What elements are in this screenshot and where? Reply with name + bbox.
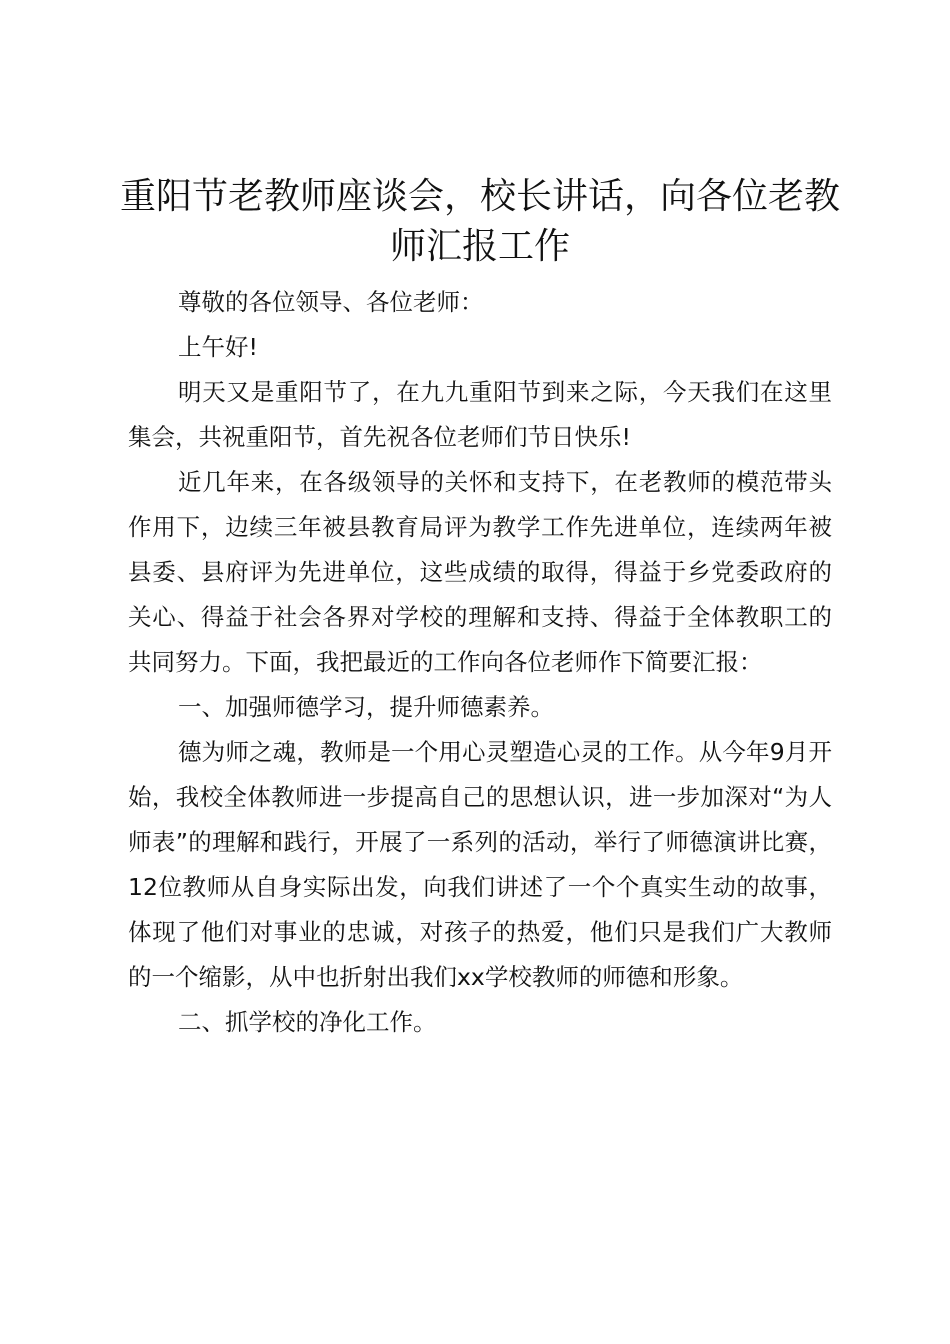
greeting-paragraph: 上午好! <box>178 333 258 361</box>
salutation-paragraph: 尊敬的各位领导、各位老师： <box>178 288 484 316</box>
opening-paragraph: 明天又是重阳节了，在九九重阳节到来之际，今天我们在这里集会，共祝重阳节，首先祝各位老师们节日快乐! <box>128 378 832 451</box>
document-body <box>128 280 832 1045</box>
achievements-paragraph: 近几年来，在各级领导的关怀和支持下，在老教师的模范带头作用下，边续三年被县教育局评为教学工作先进单位，连续两年被县委、县府评为先进单位，这些成绩的取得，得益于乡党委政府的关心、得益于社会各界对学校的理解和支持、得益于全体教职工的共同努力。下面，我把最近的工作向各位老师作下简要汇报： <box>128 468 832 676</box>
document-title: 重阳节老教师座谈会，校长讲话，向各位老教师汇报工作 <box>120 176 841 267</box>
section-heading-one: 一、加强师德学习，提升师德素养。 <box>178 693 554 721</box>
ethics-paragraph: 德为师之魂，教师是一个用心灵塑造心灵的工作。从今年9月开始，我校全体教师进一步提高自己的思想认识，进一步加深对“为人师表”的理解和践行，开展了一系列的活动，举行了师德演讲比赛，12位教师从自身实际出发，向我们讲述了一个个真实生动的故事，体现了他们对事业的忠诚，对孩子的热爱，他们只是我们广大教师的一个缩影，从中也折射出我们xx学校教师的师德和形象。 <box>128 738 832 991</box>
section-heading-two: 二、抓学校的净化工作。 <box>178 1008 437 1036</box>
